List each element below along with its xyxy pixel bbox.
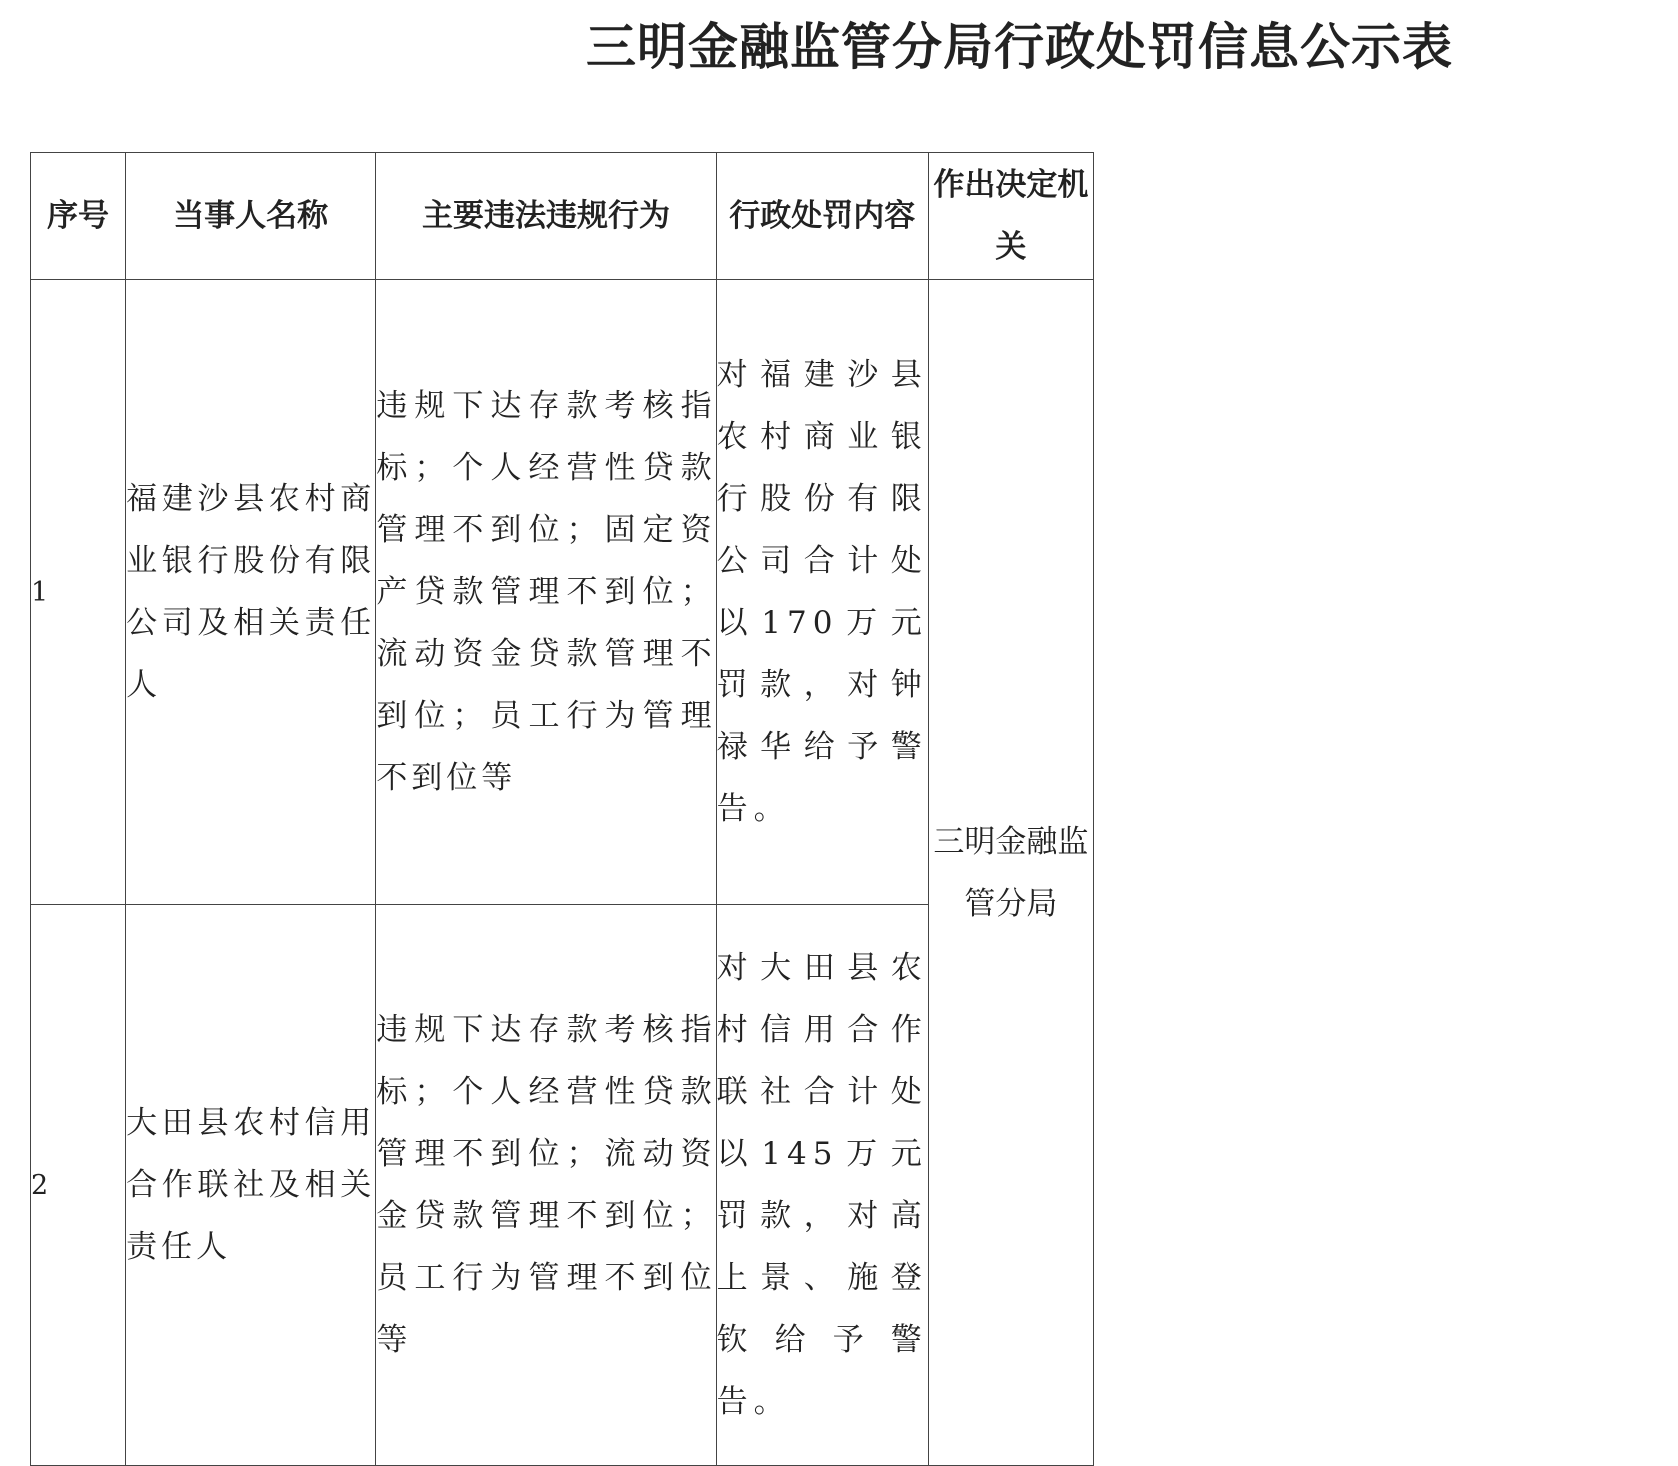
header-party: 当事人名称 — [126, 153, 376, 280]
penalty-content: 对大田县农村信用合作联社合计处以145万元罚款，对高上景、施登钦给予警告。 — [716, 905, 928, 1466]
header-index: 序号 — [31, 153, 126, 280]
table-header-row — [31, 153, 1094, 280]
header-authority: 作出决定机关 — [928, 153, 1093, 280]
party-name: 大田县农村信用合作联社及相关责任人 — [126, 905, 376, 1466]
row-index: 1 — [31, 280, 126, 905]
penalty-table — [30, 152, 1094, 1466]
penalty-content: 对福建沙县农村商业银行股份有限公司合计处以170万元罚款，对钟禄华给予警告。 — [716, 280, 928, 905]
violation-description: 违规下达存款考核指标；个人经营性贷款管理不到位；固定资产贷款管理不到位；流动资金贷款管理不到位；员工行为管理不到位等 — [376, 280, 716, 905]
page-title: 三明金融监管分局行政处罚信息公示表 — [586, 18, 1453, 76]
party-name: 福建沙县农村商业银行股份有限公司及相关责任人 — [126, 280, 376, 905]
header-penalty: 行政处罚内容 — [716, 153, 928, 280]
deciding-authority: 三明金融监管分局 — [928, 280, 1093, 1466]
header-violation: 主要违法违规行为 — [376, 153, 716, 280]
row-index: 2 — [31, 905, 126, 1466]
violation-description: 违规下达存款考核指标；个人经营性贷款管理不到位；流动资金贷款管理不到位；员工行为管理不到位等 — [376, 905, 716, 1466]
table-row — [31, 280, 1094, 905]
